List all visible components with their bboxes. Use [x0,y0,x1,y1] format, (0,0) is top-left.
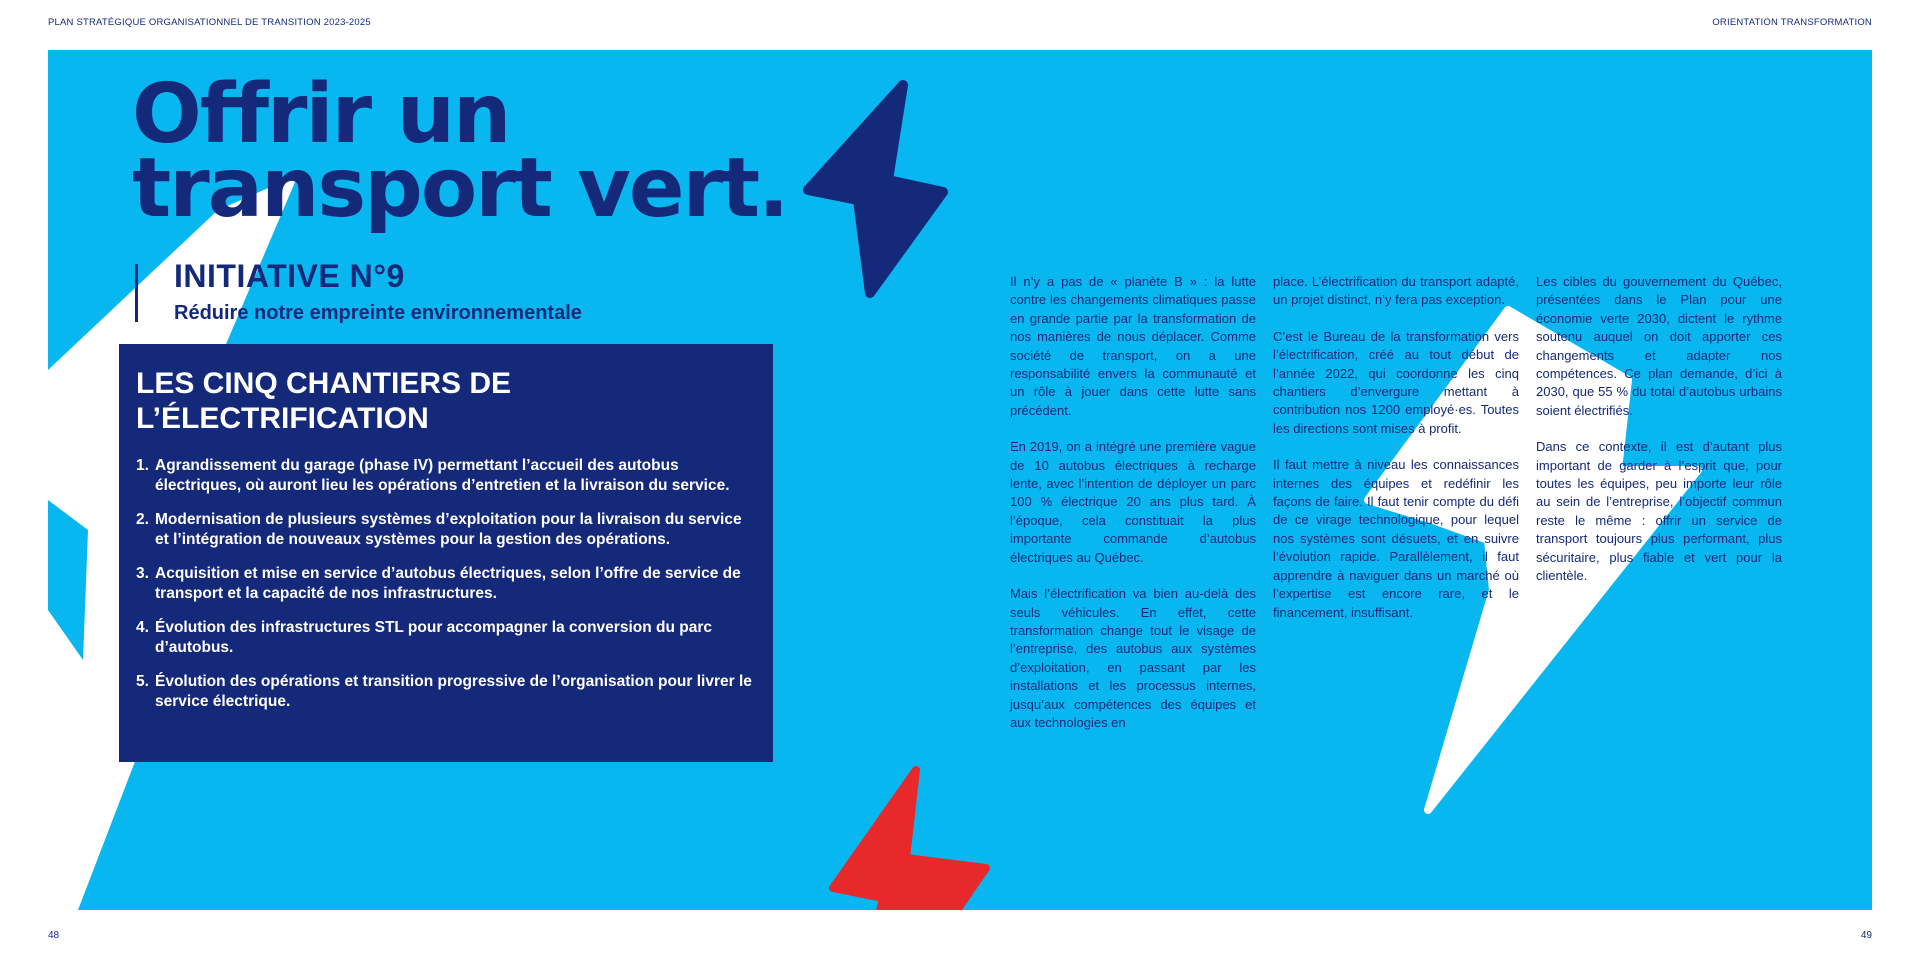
item-text: Agrandissement du garage (phase IV) permettant l’accueil des autobus électriques, où auront lieu les opérations d’entretien et la livraison du service. [155,457,730,494]
chantiers-list [136,456,757,711]
item-text: Évolution des infrastructures STL pour accompagner la conversion du parc d’autobus. [155,619,712,656]
chantier-item [136,672,757,711]
body-paragraph: Mais l’électrification va bien au-delà des seuls véhicules. En effet, cette transformation change tout le visage de l’entreprise, des autobus aux systèmes d’exploitation, en passant par les installations et les processus internes, jusqu’aux compétences des équipes et aux technologies en [1010,586,1256,730]
navy-bolt-icon [808,85,943,293]
item-text: Évolution des opérations et transition progressive de l’organisation pour livrer le service électrique. [155,673,752,710]
item-number: 1. [136,457,149,474]
body-paragraph: place. L’électrification du transport adapté, un projet distinct, n’y fera pas exception. [1273,274,1519,308]
item-number: 4. [136,619,149,636]
body-column-2 [1273,273,1519,640]
title-line-1: Offrir un [132,67,510,162]
initiative-divider [135,264,138,322]
item-number: 2. [136,511,149,528]
initiative-subtitle: Réduire notre empreinte environnementale [174,302,582,324]
red-bolt-icon [833,770,986,910]
chantiers-title: LES CINQ CHANTIERS DE L’ÉLECTRIFICATION [136,367,512,435]
chantier-item [136,510,757,549]
body-paragraph: En 2019, on a intégré une première vague de 10 autobus électriques à recharge lente, avec l’intention de déployer un parc 100 % électrique 20 ans plus tard. À l’époque, cela constituait la plus importante commande d’autobus électriques au Québec. [1010,439,1256,565]
item-text: Modernisation de plusieurs systèmes d’exploitation pour la livraison du service et l’intégration de nouveaux systèmes pour la gestion des opérations. [155,511,742,548]
chantier-item [136,564,757,603]
body-paragraph: C’est le Bureau de la transformation vers l’électrification, créé au tout début de l’année 2022, qui coordonne les cinq chantiers d’envergure mettant à contribution nos 1200 employé·es. Toutes les directions sont mises à profit. [1273,328,1519,436]
title-line-2: transport vert. [132,141,788,236]
body-column-3 [1536,273,1782,604]
chantier-item [136,618,757,657]
chantiers-box [119,344,773,762]
item-number: 3. [136,565,149,582]
content-panel [48,50,1872,910]
document-header-left: PLAN STRATÉGIQUE ORGANISATIONNEL DE TRANSITION 2023-2025 [48,17,371,28]
chantier-item [136,456,757,495]
item-text: Acquisition et mise en service d’autobus électriques, selon l’offre de service de transport et la capacité de nos infrastructures. [155,565,741,602]
page-number-left: 48 [48,930,60,941]
page-title [132,67,788,236]
body-column-1 [1010,273,1256,750]
section-header-right: ORIENTATION TRANSFORMATION [1712,17,1872,28]
body-paragraph: Les cibles du gouvernement du Québec, présentées dans le Plan pour une économie verte 2030, dictent le rythme soutenu auquel on doit apporter ces changements et adapter nos compétences. Ce plan demande, d’ici à 2030, que 55 % du total d’autobus urbains soient électrifiés. [1536,274,1782,418]
body-paragraph: Il n’y a pas de « planète B » : la lutte contre les changements climatiques passe en grande partie par la transformation de nos manières de nous déplacer. Comme société de transport, on a une responsabilité envers la communauté et un rôle à jouer dans cette lutte sans précédent. [1010,274,1256,418]
body-paragraph: Dans ce contexte, il est d’autant plus important de garder à l’esprit que, pour toutes les équipes, peu importe leur rôle au sein de l’entreprise, l’objectif commun reste le même : offrir un service de transport toujours plus performant, plus sécuritaire, plus fiable et vert pour la clientèle. [1536,439,1782,584]
page-number-right: 49 [1860,930,1872,941]
initiative-label: INITIATIVE N°9 [174,258,405,294]
body-paragraph: Il faut mettre à niveau les connaissances internes des équipes et redéfinir les façons de faire. Il faut tenir compte du défi de ce virage technologique, pour lequel nos systèmes sont désuets, et en suivre l’évolution rapide. Parallèlement, il faut apprendre à naviguer dans un marché où l’expertise est encore rare, et le financement, insuffisant. [1273,457,1519,620]
item-number: 5. [136,673,149,690]
